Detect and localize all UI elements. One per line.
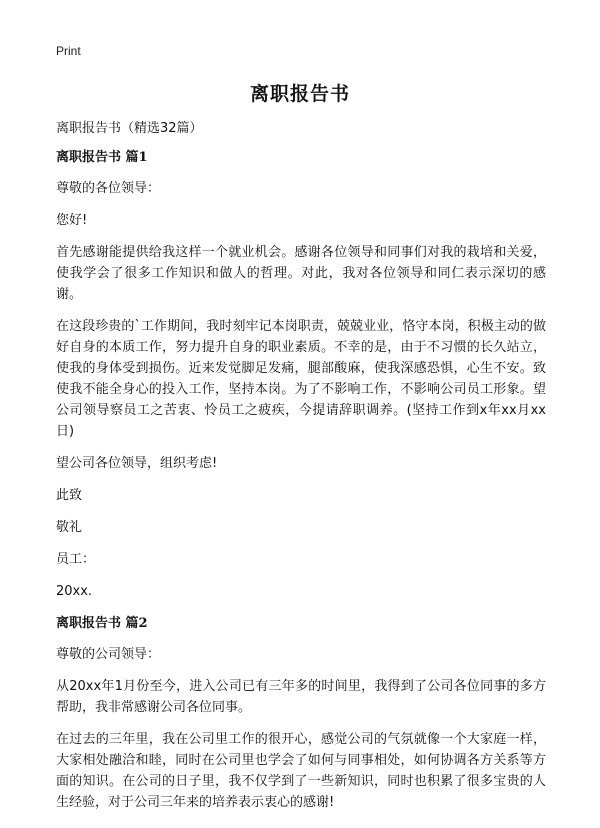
print-link[interactable]: Print bbox=[56, 44, 81, 58]
article-1-salutation: 尊敬的各位领导： bbox=[56, 181, 161, 196]
article-1-paragraph-1: 首先感谢能提供给我这样一个就业机会。感谢各位领导和同事们对我的栽培和关爱，使我学会了很多工作知识和做人的哲理。对此，我对各位领导和同仁表示深切的感谢。 bbox=[56, 245, 546, 302]
article-1-paragraph-3: 望公司各位领导，组织考虑! bbox=[56, 456, 218, 471]
article-1-employee: 员工： bbox=[56, 552, 96, 567]
article-1-closing-2: 敬礼 bbox=[56, 520, 83, 535]
document-subtitle: 离职报告书（精选32篇） bbox=[56, 121, 203, 136]
article-1-greeting: 您好! bbox=[56, 213, 88, 228]
article-1-date: 20xx. bbox=[56, 584, 93, 599]
article-2-paragraph-2: 在过去的三年里，我在公司里工作的很开心，感觉公司的气氛就像一个大家庭一样，大家相处融洽和睦，同时在公司里也学会了如何与同事相处，如何协调各方关系等方面的知识。在公司的日子里，我不仅学到了一些新知识，同时也积累了很多宝贵的人生经验，对于公司三年来的培养表示衷心的感谢! bbox=[56, 732, 546, 810]
page-title: 离职报告书 bbox=[249, 83, 350, 105]
article-1-paragraph-2: 在这段珍贵的`工作期间，我时刻牢记本岗职责，兢兢业业，恪守本岗，积极主动的做好自身的本质工作，努力提升自身的职业素质。不幸的是，由于不习惯的长久站立，使我的身体受到损伤。近来发觉脚足发痛，腿部酸麻，使我深感恐惧，心生不安。致使我不能全身心的投入工作，坚持本岗。为了不影响工作，不影响公司员工形象。望公司领导察员工之苦衷、怜员工之疲疾，今提请辞职调养。(坚持工作到x年xx月xx日) bbox=[56, 319, 546, 439]
document-body bbox=[56, 118, 546, 824]
article-1-heading: 离职报告书 篇1 bbox=[56, 150, 148, 165]
article-2-salutation: 尊敬的公司领导： bbox=[56, 647, 161, 662]
article-1-closing-1: 此致 bbox=[56, 488, 83, 503]
article-2-paragraph-1: 从20xx年1月份至今，进入公司已有三年多的时间里，我得到了公司各位同事的多方帮助，我非常感谢公司各位同事。 bbox=[56, 679, 546, 715]
article-2-heading: 离职报告书 篇2 bbox=[56, 616, 148, 631]
